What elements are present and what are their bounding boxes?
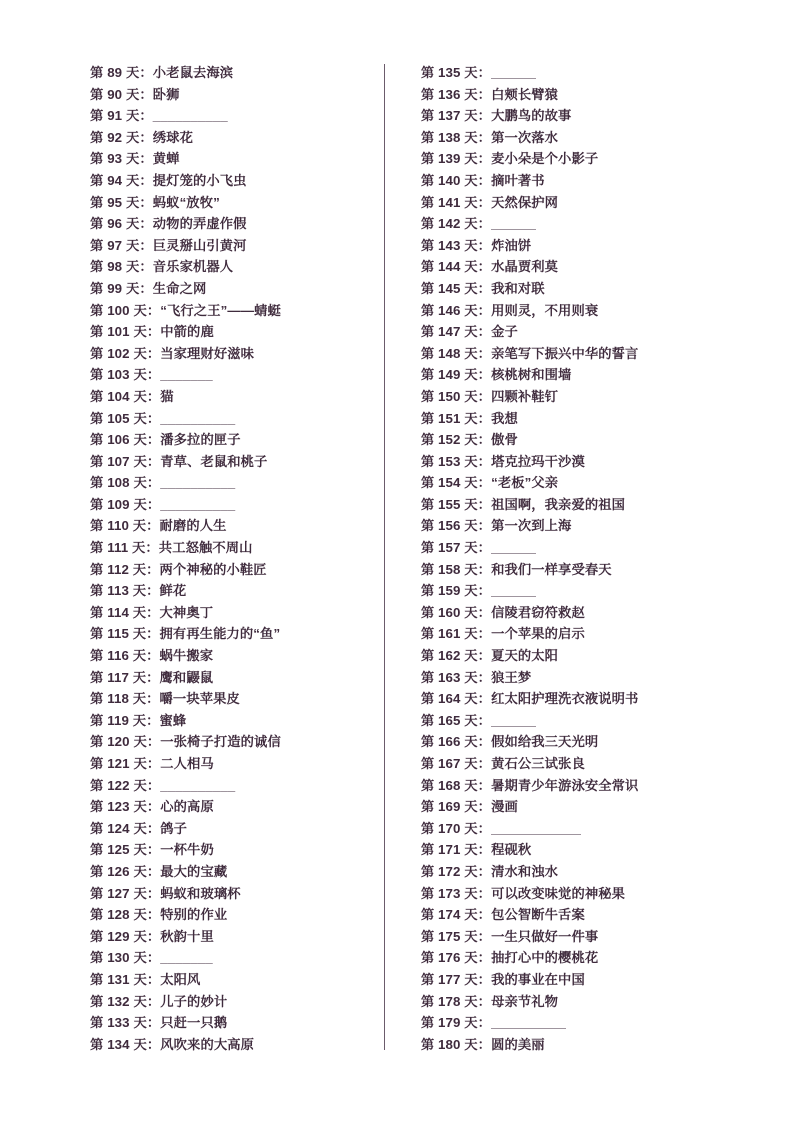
list-item: 第 179 天：__________ (420, 1015, 567, 1031)
list-item: 第 128 天：特别的作业 (90, 907, 228, 923)
list-item: 第 106 天：潘多拉的匣子 (90, 432, 241, 448)
list-item: 第 159 天：______ (420, 583, 537, 599)
list-item: 第 126 天：最大的宝藏 (90, 863, 228, 879)
list-item: 第 89 天：小老鼠去海滨 (90, 65, 234, 80)
list-item: 第 180 天：圆的美丽 (420, 1036, 545, 1052)
list-item: 第 134 天：风吹来的大高原 (90, 1036, 255, 1052)
list-item: 第 156 天：第一次到上海 (420, 518, 572, 534)
list-item: 第 136 天：白颊长臂猿 (420, 86, 559, 102)
list-item: 第 153 天：塔克拉玛干沙漠 (420, 453, 585, 469)
list-item: 第 142 天：______ (420, 216, 537, 232)
list-item: 第 94 天：提灯笼的小飞虫 (90, 172, 247, 188)
list-item: 第 152 天：傲骨 (420, 432, 518, 448)
list-item: 第 176 天：抽打心中的樱桃花 (420, 950, 599, 966)
list-item: 第 146 天：用则灵，不用则衰 (420, 302, 599, 318)
list-item: 第 127 天：蚂蚁和玻璃杯 (90, 885, 241, 901)
list-item: 第 90 天：卧狮 (90, 86, 180, 102)
list-item: 第 141 天：天然保护网 (420, 194, 559, 210)
list-item: 第 177 天：我的事业在中国 (420, 971, 585, 987)
list-item: 第 121 天：二人相马 (90, 756, 214, 771)
list-item: 第 124 天：鸽子 (90, 820, 188, 836)
list-item: 第 108 天：__________ (90, 475, 236, 491)
list-item: 第 168 天：暑期青少年游泳安全常识 (420, 777, 639, 793)
list-item: 第 164 天：红太阳护理洗衣液说明书 (420, 691, 639, 707)
list-item: 第 160 天：信陵君窃符救赵 (420, 604, 585, 620)
list-item: 第 118 天：嚼一块苹果皮 (90, 691, 240, 707)
list-item: 第 100 天：“飞行之王”——蜻蜓 (90, 302, 281, 318)
list-item: 第 149 天：核桃树和围墙 (420, 367, 572, 383)
list-item: 第 119 天：蜜蜂 (90, 712, 187, 728)
list-item: 第 145 天：我和对联 (420, 280, 545, 296)
list-item: 第 109 天：__________ (90, 496, 236, 512)
list-item: 第 92 天：绣球花 (90, 129, 193, 145)
list-item: 第 147 天：金子 (420, 324, 518, 340)
left-column (90, 62, 384, 1055)
list-item: 第 161 天：一个苹果的启示 (420, 626, 585, 642)
list-item: 第 97 天：巨灵掰山引黄河 (90, 237, 247, 253)
list-item: 第 175 天：一生只做好一件事 (420, 928, 599, 944)
list-item: 第 120 天：一张椅子打造的诚信 (90, 734, 281, 750)
list-item: 第 174 天：包公智断牛舌案 (420, 907, 585, 923)
list-item: 第 99 天：生命之网 (90, 280, 207, 296)
list-item: 第 113 天：鲜花 (90, 583, 187, 599)
list-item: 第 111 天：共工怒触不周山 (90, 540, 253, 556)
list-item: 第 98 天：音乐家机器人 (90, 259, 234, 275)
list-item: 第 130 天：_______ (90, 950, 213, 966)
list-item: 第 112 天：两个神秘的小鞋匠 (90, 561, 267, 577)
list-item: 第 171 天：程砚秋 (420, 842, 532, 858)
list-item: 第 104 天：猫 (90, 388, 174, 404)
list-item: 第 144 天：水晶贾利莫 (420, 259, 559, 275)
list-item: 第 105 天：__________ (90, 410, 236, 426)
list-item: 第 122 天：__________ (90, 777, 236, 793)
list-item: 第 140 天：摘叶著书 (420, 172, 545, 188)
list-item: 第 123 天：心的高原 (90, 799, 214, 815)
list-item: 第 135 天：______ (420, 65, 537, 80)
list-item: 第 155 天：祖国啊，我亲爱的祖国 (420, 496, 626, 512)
list-item: 第 138 天：第一次落水 (420, 129, 559, 145)
list-item: 第 172 天：清水和浊水 (420, 863, 559, 879)
list-item: 第 170 天：____________ (420, 820, 582, 836)
list-item: 第 107 天：青草、老鼠和桃子 (90, 453, 268, 469)
list-item: 第 169 天：漫画 (420, 799, 518, 815)
list-item: 第 91 天：__________ (90, 108, 228, 124)
list-item: 第 96 天：动物的弄虚作假 (90, 216, 247, 232)
list-item: 第 154 天：“老板”父亲 (420, 475, 559, 491)
list-item: 第 116 天：蜗牛搬家 (90, 648, 214, 664)
list-item: 第 117 天：鹰和鼹鼠 (90, 669, 214, 685)
list-item: 第 173 天：可以改变味觉的神秘果 (420, 885, 626, 901)
list-item: 第 114 天：大神奥丁 (90, 604, 214, 620)
list-item: 第 150 天：四颗补鞋钉 (420, 388, 559, 404)
right-column (385, 62, 733, 1055)
list-item: 第 139 天：麦小朵是个小影子 (420, 151, 599, 167)
list-item: 第 163 天：狼王梦 (420, 669, 532, 685)
list-item: 第 131 天：太阳风 (90, 971, 201, 987)
list-item: 第 101 天：中箭的鹿 (90, 324, 214, 340)
list-item: 第 110 天：耐磨的人生 (90, 518, 227, 534)
two-column-layout (90, 62, 733, 1052)
list-item: 第 133 天：只赶一只鹅 (90, 1015, 228, 1031)
list-item: 第 166 天：假如给我三天光明 (420, 734, 599, 750)
list-item: 第 93 天：黄蝉 (90, 151, 180, 167)
list-item: 第 137 天：大鹏鸟的故事 (420, 108, 572, 124)
list-item: 第 151 天：我想 (420, 410, 518, 426)
list-item: 第 162 天：夏天的太阳 (420, 648, 559, 664)
list-item: 第 143 天：炸油饼 (420, 237, 532, 253)
list-item: 第 158 天：和我们一样享受春天 (420, 561, 612, 577)
list-item: 第 129 天：秋韵十里 (90, 928, 214, 944)
list-item: 第 103 天：_______ (90, 367, 213, 383)
list-item: 第 132 天：儿子的妙计 (90, 993, 228, 1009)
list-item: 第 125 天：一杯牛奶 (90, 842, 214, 858)
list-item: 第 102 天：当家理财好滋味 (90, 345, 255, 361)
list-item: 第 167 天：黄石公三试张良 (420, 756, 585, 771)
list-item: 第 157 天：______ (420, 540, 537, 556)
list-item: 第 115 天：拥有再生能力的“鱼” (90, 626, 281, 642)
list-item: 第 165 天：______ (420, 712, 537, 728)
list-item: 第 95 天：蚂蚁“放牧” (90, 194, 220, 210)
list-item: 第 178 天：母亲节礼物 (420, 993, 559, 1009)
list-item: 第 148 天：亲笔写下振兴中华的誓言 (420, 345, 639, 361)
